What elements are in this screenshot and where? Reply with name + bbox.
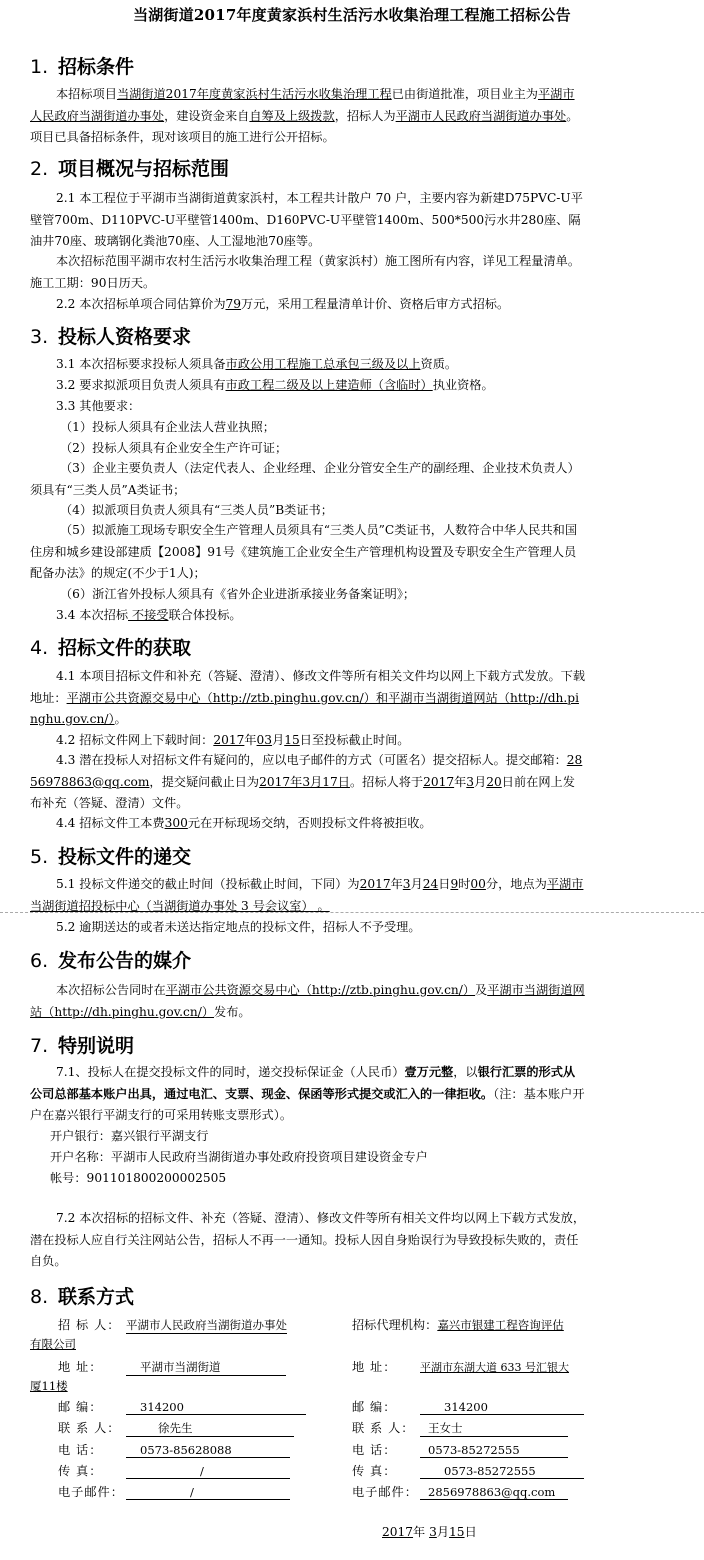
- section-3-item-3-3: 3.3 其他要求：: [56, 399, 141, 413]
- contact-phone: 电 话： 0573-85628088: [58, 1441, 290, 1458]
- section-4-para-4: 4.4 招标文件工本费300元在开标现场交纳，否则投标文件将被拒收。: [56, 816, 432, 830]
- agency-name: 招标代理机构：嘉兴市银建工程咨询评估: [352, 1318, 564, 1332]
- agency-email: 电子邮件： 2856978863@qq.com: [352, 1483, 568, 1500]
- account-name: 开户名称：平湖市人民政府当湖街道办事处政府投资项目建设资金专户: [50, 1150, 428, 1164]
- section-4-para-3: 4.3 潜在投标人对招标文件有疑问的，应以电子邮件的方式（可匿名）提交招标人。提交邮箱：2856978863@qq.com，提交疑问截止日为2017年3月17日。招标人将于2017年3月20日前在网上发布补充（答疑、澄清）文件。: [30, 753, 583, 810]
- bank-name: 开户银行：嘉兴银行平湖支行: [50, 1129, 209, 1143]
- contact-postcode: 邮 编： 314200: [58, 1398, 306, 1415]
- download-links[interactable]: 平湖市公共资源交易中心（http://ztb.pinghu.gov.cn/）和平湖市当湖街道网站（http://dh.pinghu.gov.cn/）: [30, 690, 579, 726]
- agency-postcode: 邮 编： 314200: [352, 1398, 584, 1415]
- section-3-heading: 3. 投标人资格要求: [30, 326, 192, 348]
- section-1-body: 本招标项目当湖街道2017年度黄家浜村生活污水收集治理工程已由街道批准，项目业主为平湖市人民政府当湖街道办事处，建设资金来自自筹及上级拨款，招标人为平湖市人民政府当湖街道办事处。项目已具备招标条件，现对该项目的施工进行公开招标。: [30, 87, 579, 144]
- section-2-para-3: 2.2 本次招标单项合同估算价为79万元，采用工程量清单计价、资格后审方式招标。: [56, 297, 510, 311]
- section-4-heading: 4. 招标文件的获取: [30, 637, 192, 659]
- section-5-para-2: 5.2 逾期送达的或者未送达指定地点的投标文件，招标人不予受理。: [56, 920, 421, 934]
- section-5-para-1: 5.1 投标文件递交的截止时间（投标截止时间，下同）为2017年3月24日9时00分，地点为平湖市当湖街道招投标中心（当湖街道办事处 3 号会议室） 。: [30, 877, 584, 913]
- section-7-para-1: 7.1、投标人在提交投标文件的同时，递交投标保证金（人民币）壹万元整，以银行汇票的形式从公司总部基本账户出具，通过电汇、支票、现金、保函等形式提交或汇入的一律拒收。（注：基本账户开户在嘉兴银行平湖支行的可采用转账支票形式）。: [30, 1065, 585, 1122]
- agency-phone: 电 话： 0573-85272555: [352, 1441, 568, 1458]
- agency-fax: 传 真： 0573-85272555: [352, 1462, 584, 1479]
- footer-date: 2017年 3月15日: [382, 1525, 477, 1539]
- section-2-heading: 2. 项目概况与招标范围: [30, 158, 230, 180]
- section-1-heading: 1. 招标条件: [30, 56, 135, 78]
- section-4-para-2: 4.2 招标文件网上下载时间：2017年03月15日至投标截止时间。: [56, 733, 410, 747]
- account-number: 帐号：901101800200002505: [50, 1171, 227, 1185]
- submit-email-link[interactable]: 2856978863@qq.com: [30, 753, 583, 789]
- contact-fax: 传 真： /: [58, 1462, 290, 1479]
- section-4-para-1: 4.1 本项目招标文件和补充（答疑、澄清）、修改文件等所有相关文件均以网上下载方式发放。下载地址：平湖市公共资源交易中心（http://ztb.pinghu.gov.cn/）和平湖市当湖街道网站（http://dh.pinghu.gov.cn/）。: [30, 669, 586, 726]
- section-3-sub-3: （3）企业主要负责人（法定代表人、企业经理、企业分管安全生产的副经理、企业技术负责人）须具有“三类人员”A类证书；: [30, 461, 580, 497]
- section-3-sub-2: （2）投标人须具有企业安全生产许可证；: [60, 441, 288, 455]
- section-2-para-2: 本次招标范围平湖市农村生活污水收集治理工程（黄家浜村）施工图所有内容，详见工程量清单。施工工期：90日历天。: [30, 254, 581, 290]
- section-3-sub-1: （1）投标人须具有企业法人营业执照；: [60, 420, 275, 434]
- section-6-body: 本次招标公告同时在平湖市公共资源交易中心（http://ztb.pinghu.gov.cn/）及平湖市当湖街道网站（http://dh.pinghu.gov.cn/）发布。: [30, 983, 585, 1019]
- section-8-heading: 8. 联系方式: [30, 1286, 135, 1308]
- page-title: 当湖街道2017年度黄家浜村生活污水收集治理工程施工招标公告: [133, 6, 571, 24]
- agency-email-link[interactable]: 2856978863@qq.com: [420, 1485, 568, 1500]
- media-link-dh[interactable]: 平湖市当湖街道网站（http://dh.pinghu.gov.cn/）: [30, 983, 585, 1019]
- contact-address: 地 址： 平湖市当湖街道: [58, 1358, 286, 1376]
- section-6-heading: 6. 发布公告的媒介: [30, 950, 192, 972]
- section-3-item-3-2: 3.2 要求拟派项目负责人须具有市政工程二级及以上建造师（含临时）执业资格。: [56, 378, 494, 392]
- section-5-heading: 5. 投标文件的递交: [30, 846, 192, 868]
- agency-contact: 联 系 人： 王女士: [352, 1419, 568, 1437]
- contact-tenderer-cont: 有限公司: [30, 1337, 76, 1351]
- section-2-para-1: 2.1 本工程位于平湖市当湖街道黄家浜村，本工程共计散户 70 户，主要内容为新建D75PVC-U平壁管700m、D110PVC-U平壁管1400m、D160PVC-U平壁管1400m、500*500污水井280座、隔油井70座、玻璃钢化粪池70座、人工湿地池70座等。: [30, 191, 583, 248]
- media-link-ztb[interactable]: 平湖市公共资源交易中心（http://ztb.pinghu.gov.cn/）: [165, 983, 476, 997]
- agency-address: 地 址： 平湖市东湖大道 633 号汇银大: [352, 1360, 569, 1374]
- dashed-divider: [0, 912, 704, 913]
- section-7-para-2: 7.2 本次招标的招标文件、补充（答疑、澄清）、修改文件等所有相关文件均以网上下载方式发放，潜在投标人应自行关注网站公告，招标人不再一一通知。投标人因自身贻误行为导致投标失败的，责任自负。: [30, 1211, 586, 1268]
- section-3-sub-5: （5）拟派施工现场专职安全生产管理人员须具有“三类人员”C类证书，人数符合中华人民共和国住房和城乡建设部建质【2008】91号《建筑施工企业安全生产管理机构设置及专职安全生产管理人员配备办法》的规定(不少于1人)；: [30, 523, 578, 580]
- contact-person: 联 系 人： 徐先生: [58, 1419, 294, 1437]
- section-3-item-3-4: 3.4 本次招标 不接受联合体投标。: [56, 608, 242, 622]
- agency-address-cont: 厦11楼: [30, 1379, 68, 1393]
- section-3-sub-4: （4）拟派项目负责人须具有“三类人员”B类证书；: [60, 503, 333, 517]
- section-3-sub-6: （6）浙江省外投标人须具有《省外企业进浙承接业务备案证明》；: [60, 587, 416, 601]
- contact-email: 电子邮件： /: [58, 1483, 290, 1500]
- section-7-heading: 7. 特别说明: [30, 1035, 135, 1057]
- section-3-item-3-1: 3.1 本次招标要求投标人须具备市政公用工程施工总承包三级及以上资质。: [56, 357, 458, 371]
- contact-tenderer: 招 标 人： 平湖市人民政府当湖街道办事处: [58, 1318, 287, 1332]
